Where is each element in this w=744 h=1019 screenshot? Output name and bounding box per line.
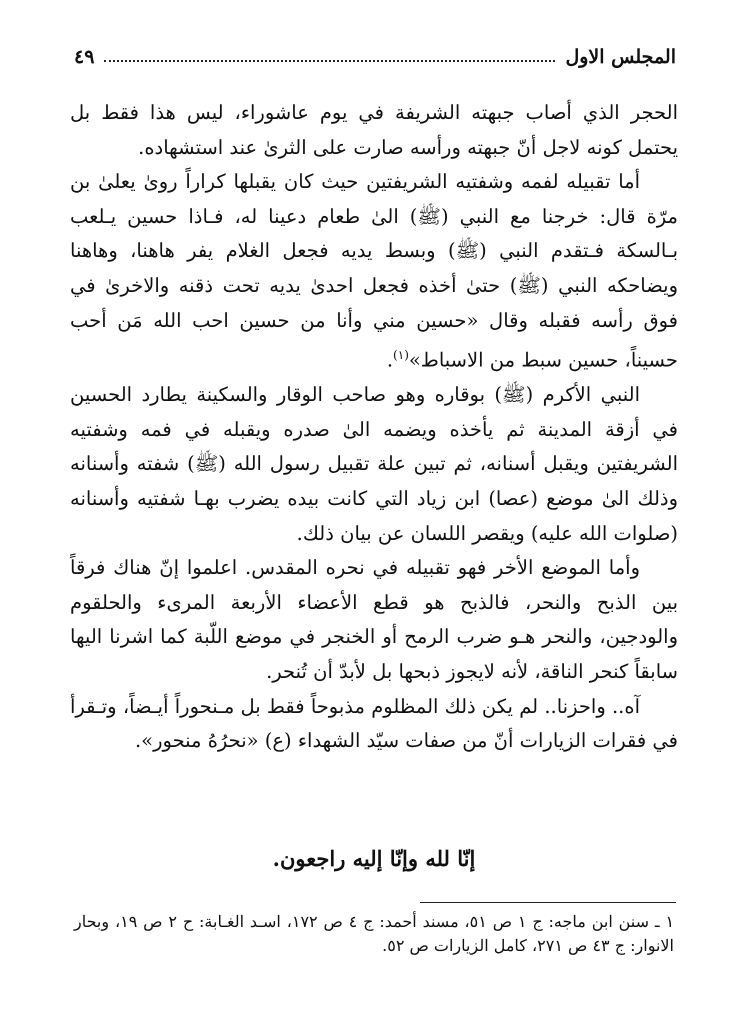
paragraph: الحجر الذي أصاب جبهته الشريفة في يوم عاشوراء، ليس هذا فقط بل يحتمل كونه لاجل أنّ جبهته ورأسه صارت على الثرىٰ عند استشهاده. [70,101,678,159]
main-text [70,96,678,759]
footnote-item: ١ ـ سنن ابن ماجه: ج ١ ص ٥١، مسند أحمد: ج ٤ ص ١٧٢، اسـد الغـابة: ح ٢ ص ١٩، وبحار الانوار: ج ٤٣ ص ٢٧١، كامل الزيارات ص ٥٢. [74,912,675,955]
page-number: ٤٩ [74,46,95,68]
footnotes [74,910,674,958]
paragraph-text: أما تقبيله لفمه وشفتيه الشريفتين حيث كان يقبلها كراراً روىٰ يعلىٰ بن مرّة قال: خرجنا مع النبي (ﷺ) الىٰ طعام دعينا له، فـاذا حسين يـلعب بـالسكة فـتقدم النبي (ﷺ) وبسط يديه فجعل الغلام يفر هاهنا، وهاهنا ويضاحكه النبي (ﷺ) حتىٰ أخذه فجعل احدىٰ يديه تحت ذقنه والاخرىٰ في فوق رأسه فقبله وقال «حسين مني وأنا من حسين احب الله مَن أحب حسيناً، حسين سبط من الاسباط» [70,170,678,372]
closing-line: إنّا لله وإنّا إليه راجعون. [272,846,476,871]
footnote-reference: (١) [393,348,409,363]
chapter-title: المجلس الاول [565,46,676,68]
header-dot-leader [104,60,555,62]
paragraph: وأما الموضع الأخر فهو تقبيله في نحره المقدس. اعلموا إنّ هناك فرقاً بين الذبح والنحر، فالذبح هو قطع الأعضاء الأربعة المرىء والحلقوم والودجين، والنحر هـو ضرب الرمح أو الخنجر في موضع اللّبة كما اشرنا اليها سابقاً كنحر الناقة، لأنه لايجوز ذبحها بل لأبدّ أن تُنحر. [70,556,678,683]
footnote-divider [420,902,676,903]
paragraph: النبي الأكرم (ﷺ) بوقاره وهو صاحب الوقار والسكينة يطارد الحسين في أزقة المدينة ثم يأخذه ويضمه الىٰ صدره ويقبله في فمه وشفتيه الشريفتين ويقبل أسنانه، ثم تبين علة تقبيل رسول الله (ﷺ) شفته وأسنانه وذلك الىٰ موضع (عصا) ابن زياد التي كانت بيده يضرب بهـا شفتيه وأسنانه (صلوات الله عليه) ويقصر اللسان عن بيان ذلك. [70,383,678,545]
running-header [74,42,676,72]
paragraph: أما تقبيله لفمه وشفتيه الشريفتين حيث كان يقبلها كراراً روىٰ يعلىٰ بن مرّة قال: خرجنا مع النبي (ﷺ) الىٰ طعام دعينا له، فـاذا حسين يـلعب بـالسكة فـتقدم النبي (ﷺ) وبسط يديه فجعل الغلام يفر هاهنا، وهاهنا ويضاحكه النبي (ﷺ) حتىٰ أخذه فجعل احدىٰ يديه تحت ذقنه والاخرىٰ في فوق رأسه فقبله وقال «حسين مني وأنا من حسين احب الله مَن أحب حسيناً، حسين سبط من الاسباط»$^{(١)}$. [70,170,678,372]
paragraph: آه.. واحزنا.. لم يكن ذلك المظلوم مذبوحاً فقط بل مـنحوراً أيـضاً، وتـقرأ في فقرات الزيارات أنّ من صفات سيّد الشهداء (ع) «نحرُهُ منحور». [70,694,678,753]
